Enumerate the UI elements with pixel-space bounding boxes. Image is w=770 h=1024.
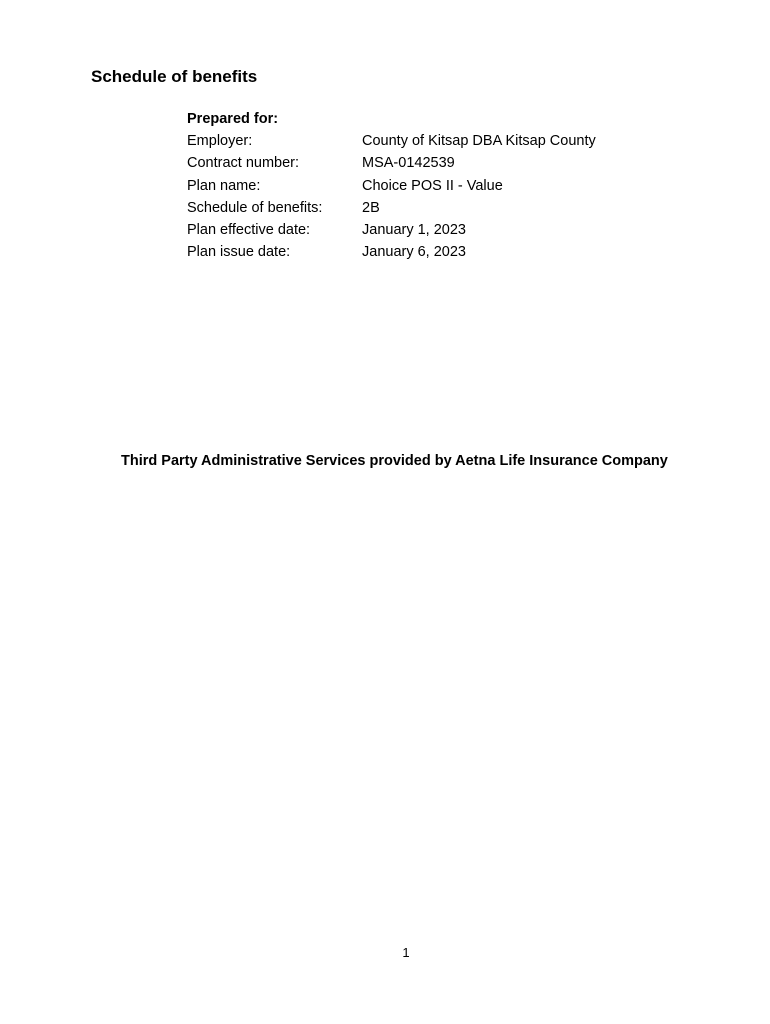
schedule-of-benefits-value: 2B <box>362 199 380 216</box>
plan-effective-date-value: January 1, 2023 <box>362 222 466 239</box>
plan-issue-date-value: January 6, 2023 <box>362 244 466 261</box>
employer-row <box>187 130 596 152</box>
schedule-of-benefits-row <box>187 197 596 219</box>
plan-name-row <box>187 175 596 197</box>
plan-effective-date-label: Plan effective date: <box>187 222 311 239</box>
contract-number-value: MSA-0142539 <box>362 155 455 172</box>
plan-name-label: Plan name: <box>187 177 261 194</box>
plan-effective-date-row <box>187 219 596 241</box>
plan-name-value: Choice POS II - Value <box>362 177 503 194</box>
schedule-of-benefits-label: Schedule of benefits: <box>187 199 323 216</box>
plan-issue-date-row <box>187 241 596 263</box>
plan-issue-date-label: Plan issue date: <box>187 244 291 261</box>
prepared-for-heading: Prepared for: <box>187 111 279 127</box>
employer-label: Employer: <box>187 133 253 150</box>
employer-value: County of Kitsap DBA Kitsap County <box>362 133 596 150</box>
contract-number-row <box>187 152 596 174</box>
plan-info-block <box>187 108 596 263</box>
administrator-statement: Third Party Administrative Services provided by Aetna Life Insurance Company <box>121 453 668 469</box>
page-number: 1 <box>402 945 410 960</box>
contract-number-label: Contract number: <box>187 155 300 172</box>
page-title: Schedule of benefits <box>91 67 258 86</box>
